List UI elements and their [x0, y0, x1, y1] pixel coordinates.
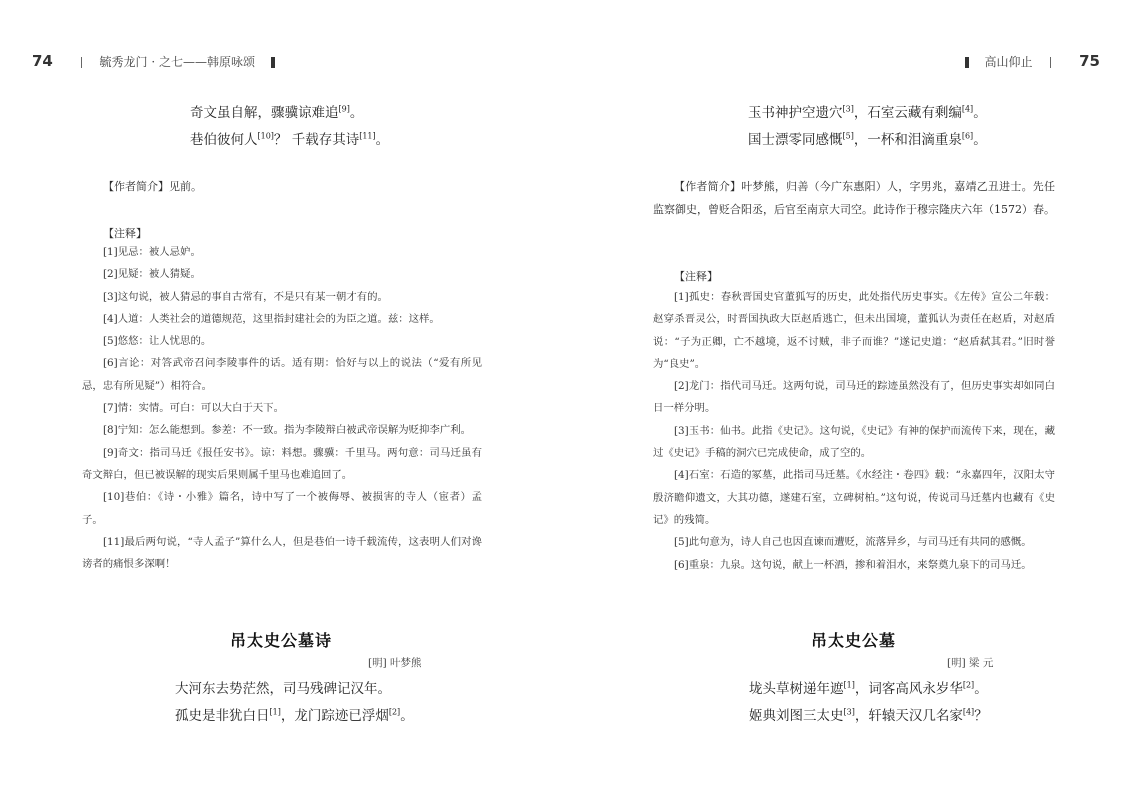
- poem-line: 姬典刘图三太史[3]，轩辕天汉几名家[4]？: [749, 707, 988, 724]
- poem-author: [明] 梁 元: [947, 657, 994, 669]
- header-block-mark: [271, 57, 275, 68]
- notes-heading: 【注释】: [103, 227, 147, 240]
- left-header: [32, 52, 275, 76]
- poem-line: 玉书神护空遗穴[3]，石室云藏有剩编[4]。: [748, 104, 987, 121]
- note-item: [2]见疑：被人猜疑。: [103, 268, 201, 281]
- left-page: [0, 0, 566, 799]
- poem-line: 大河东去势茫然，司马残碑记汉年。: [175, 681, 391, 697]
- note-item: [3]玉书：仙书。此指《史记》。这句说，《史记》有神的保护而流传下来，现在，藏过《史记》手稿的洞穴已完成使命，成了空的。: [653, 424, 1055, 460]
- poem-bottom-left: [175, 676, 414, 730]
- header-block-mark: [965, 57, 969, 68]
- author-intro: 【作者简介】叶梦熊，归善（今广东惠阳）人，字男兆，嘉靖乙丑进士。先任监察御史，曾贬合阳丞，后官至南京大司空。此诗作于穆宗隆庆六年（1572）春。: [653, 180, 1055, 216]
- poem-title: 吊太史公墓: [811, 631, 897, 650]
- note-item: [7]情：实情。可白：可以大白于天下。: [103, 402, 284, 415]
- note-item: [9]奇文：指司马迁《报任安书》。谅：料想。骤骥：千里马。两句意：司马迁虽有奇文辩白，但已被误解的现实后果则属千里马也难追回了。: [82, 446, 482, 481]
- header-divider: [1050, 57, 1051, 68]
- note-item: [6]言论：对答武帝召问李陵事件的话。适有期：恰好与以上的说法（“爱有所见忌，忠有所见疑”）相符合。: [82, 357, 482, 392]
- notes-list: [82, 241, 482, 575]
- poem-line: 孤史是非犹白日[1]，龙门踪迹已浮烟[2]。: [175, 707, 414, 724]
- poem-top-right: [748, 100, 987, 154]
- poem-line: 奇文虽自解，骤骥谅难追[9]。: [190, 104, 364, 121]
- note-item: [4]石室：石造的冢墓，此指司马迁墓。《水经注・卷四》载：“永嘉四年，汉阳太守殷济瞻仰遗文，大其功德，遂建石室，立碑树柏。”这句说，传说司马迁墓内也藏有《史记》的残简。: [653, 469, 1055, 526]
- poem-line: 国士漂零同感慨[5]，一杯和泪滴重泉[6]。: [748, 131, 987, 148]
- running-head: 毓秀龙门 · 之七——韩原咏颂: [99, 55, 255, 69]
- note-item: [3]这句说，被人猜忌的事自古常有，不是只有某一朝才有的。: [103, 290, 388, 303]
- right-header: [965, 52, 1100, 76]
- running-head: 高山仰止: [984, 55, 1033, 69]
- note-item: [6]重泉：九泉。这句说，献上一杯酒，掺和着泪水，来祭奠九泉下的司马迁。: [674, 558, 1032, 571]
- note-item: [5]此句意为，诗人自己也因直谏而遭贬，流落异乡，与司马迁有共同的感慨。: [674, 536, 1032, 549]
- note-item: [4]人道：人类社会的道德规范，这里指封建社会的为臣之道。兹：这样。: [103, 312, 440, 325]
- poem-line: 垅头草树递年遮[1]，词客高风永岁华[2]。: [749, 680, 988, 697]
- poem-title: 吊太史公墓诗: [230, 631, 333, 650]
- poem-bottom-right: [749, 676, 988, 730]
- notes-heading: 【注释】: [674, 270, 718, 283]
- note-item: [10]巷伯：《诗・小雅》篇名，诗中写了一个被侮辱、被损害的寺人（宦者）孟子。: [82, 491, 482, 526]
- note-item: [1]孤史：春秋晋国史官董狐写的历史，此处指代历史事实。《左传》宣公二年载：赵穿杀晋灵公，时晋国执政大臣赵盾逃亡，但未出国境，董狐认为责任在赵盾，对赵盾说：“子为正卿，亡不越境，返不讨贼，非子而谁？”遂记史道：“赵盾弑其君。”旧时誉为“良史”。: [653, 291, 1055, 370]
- notes-list: [653, 286, 1055, 576]
- page-number: 75: [1079, 52, 1100, 70]
- poem-top-left: [190, 100, 389, 154]
- author-intro: 【作者简介】见前。: [103, 180, 202, 193]
- note-item: [5]悠悠：让人忧思的。: [103, 335, 212, 348]
- poem-line: 巷伯彼何人[10]？ 千载存其诗[11]。: [190, 131, 390, 148]
- note-item: [1]见忌：被人忌妒。: [103, 246, 201, 258]
- note-item: [2]龙门：指代司马迁。这两句说，司马迁的踪迹虽然没有了，但历史事实却如同白日一样分明。: [653, 380, 1055, 415]
- note-item: [11]最后两句说，“寺人孟子”算什么人，但是巷伯一诗千载流传，这表明人们对谗谤者的痛恨多深啊！: [82, 535, 482, 571]
- header-divider: [81, 57, 82, 68]
- page-number: 74: [32, 52, 53, 70]
- right-page: [567, 0, 1133, 799]
- note-item: [8]宁知：怎么能想到。参差：不一致。指为李陵辩白被武帝误解为贬抑李广利。: [103, 424, 471, 437]
- poem-author: [明] 叶梦熊: [368, 657, 422, 669]
